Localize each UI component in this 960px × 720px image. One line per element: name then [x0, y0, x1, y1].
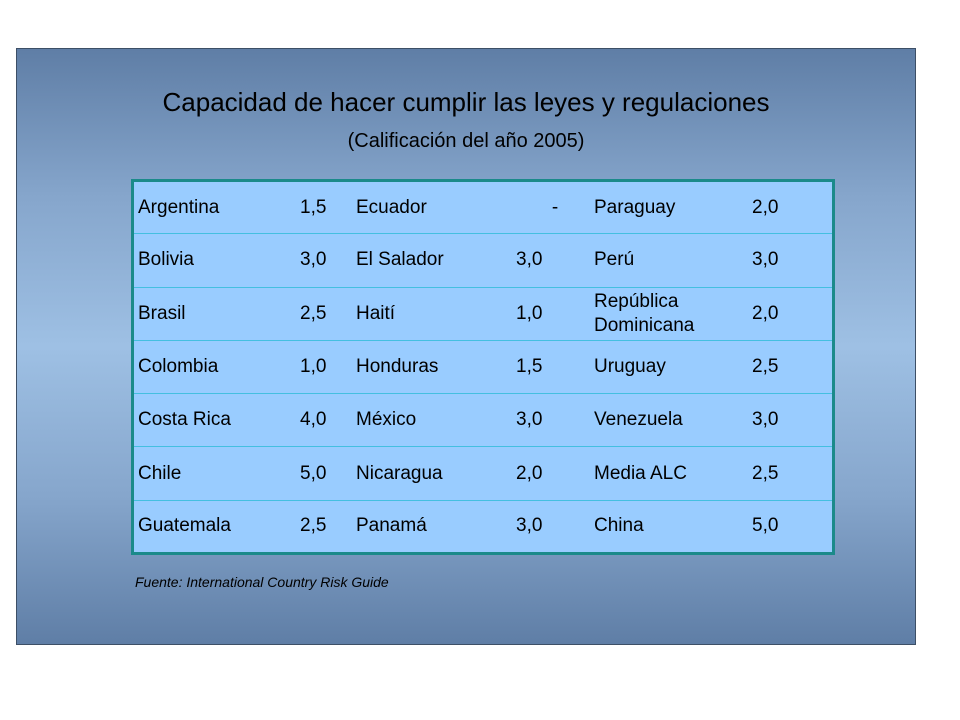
- table-row: [133, 234, 834, 287]
- country-cell: Guatemala: [133, 500, 301, 553]
- slide: [16, 48, 916, 645]
- table-row: [133, 394, 834, 447]
- source-note: Fuente: International Country Risk Guide: [135, 574, 389, 590]
- table-row: [133, 340, 834, 393]
- table-row: [133, 447, 834, 500]
- country-cell: Paraguay: [594, 196, 676, 218]
- table-row: [133, 181, 834, 234]
- value-cell: 3,0: [516, 234, 594, 287]
- value-cell: 3,0: [516, 394, 594, 447]
- country-cell: Media ALC: [594, 447, 752, 500]
- value-cell: 5,0: [300, 447, 356, 500]
- value-cell: 2,5: [752, 340, 834, 393]
- value-cell: 3,0: [752, 234, 834, 287]
- ratings-table: [131, 179, 835, 555]
- slide-title: Capacidad de hacer cumplir las leyes y regulaciones: [162, 87, 770, 117]
- slide-subtitle: (Calificación del año 2005): [347, 130, 585, 152]
- country-cell: Bolivia: [133, 234, 301, 287]
- country-cell: Ecuador: [356, 196, 427, 218]
- value-cell: 1,0: [300, 340, 356, 393]
- value-cell: 2,5: [300, 287, 356, 340]
- country-cell: Chile: [133, 447, 301, 500]
- value-cell: 5,0: [752, 500, 834, 553]
- value-cell: 2,5: [752, 447, 834, 500]
- country-cell: Costa Rica: [133, 394, 301, 447]
- country-cell: República Dominicana: [594, 287, 752, 340]
- country-cell: El Salador: [356, 234, 516, 287]
- value-cell: 3,0: [516, 500, 594, 553]
- value-cell: 2,0: [752, 196, 779, 218]
- value-cell: 2,0: [516, 447, 594, 500]
- country-cell: Honduras: [356, 340, 516, 393]
- country-cell: Argentina: [138, 196, 220, 218]
- value-cell: 1,5: [516, 340, 594, 393]
- value-cell: 4,0: [300, 394, 356, 447]
- country-cell: Brasil: [133, 287, 301, 340]
- ratings-table-body: [133, 181, 834, 554]
- table-row: [133, 500, 834, 553]
- value-cell: -: [551, 196, 559, 218]
- value-cell: 2,0: [752, 287, 834, 340]
- value-cell: 1,5: [300, 196, 327, 218]
- country-cell: Perú: [594, 234, 752, 287]
- country-cell: Colombia: [133, 340, 301, 393]
- value-cell: 3,0: [752, 394, 834, 447]
- value-cell: 1,0: [516, 287, 594, 340]
- country-cell: China: [594, 500, 752, 553]
- country-cell: Haití: [356, 287, 516, 340]
- country-cell: México: [356, 394, 516, 447]
- value-cell: 2,5: [300, 500, 356, 553]
- table-row: [133, 287, 834, 340]
- value-cell: 3,0: [300, 234, 356, 287]
- country-cell: Venezuela: [594, 394, 752, 447]
- country-cell: Uruguay: [594, 340, 752, 393]
- country-cell: Nicaragua: [356, 447, 516, 500]
- country-cell: Panamá: [356, 500, 516, 553]
